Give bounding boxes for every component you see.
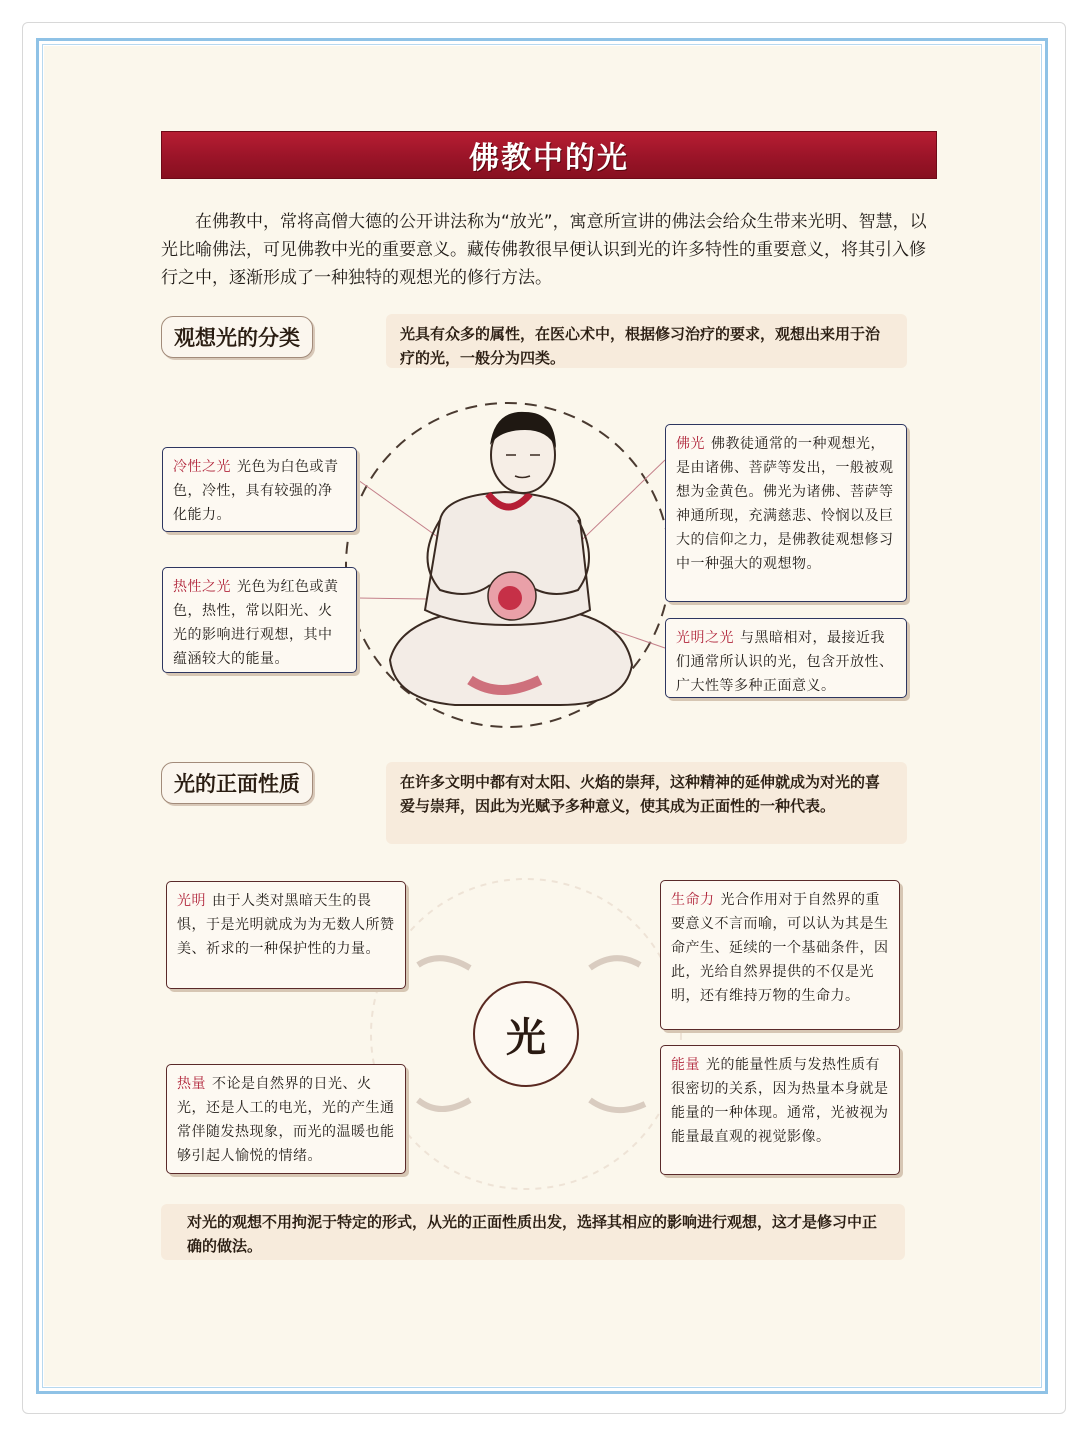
intro-paragraph: 在佛教中，常将高僧大德的公开讲法称为“放光”，寓意所宣讲的佛法会给众生带来光明、智慧，以光比喻佛法，可见佛教中光的重要意义。藏传佛教很早便认识到光的许多特性的重要意义，将其引入修行之中，逐渐形成了一种独特的观想光的修行方法。 [161,212,927,288]
footer-note: 对光的观想不用拘泥于特定的形式，从光的正面性质出发，选择其相应的影响进行观想，这才是修习中正确的做法。 [161,1204,905,1260]
box-energy [660,1045,900,1175]
orb-core [498,586,522,610]
section1-heading: 观想光的分类 [161,316,313,358]
box-hot-lead: 热性之光 [173,579,231,595]
arrow-to-heat [418,1100,470,1109]
box-hot-light [162,567,357,673]
box-brightness-lead: 光明 [177,893,206,909]
box-vitality [660,880,900,1030]
box-vitality-text: 光合作用对于自然界的重要意义不言而喻，可以认为其是生命产生、延续的一个基础条件，因此，光给自然界提供的不仅是光明，还有维持万物的生命力。 [671,892,889,1004]
box-buddha-light [665,424,907,602]
box-hot-text: 光色为红色或黄色，热性，常以阳光、火光的影响进行观想，其中蕴涵较大的能量。 [173,579,339,667]
box-cold-text: 光色为白色或青色，冷性，具有较强的净化能力。 [173,459,339,523]
section2-heading: 光的正面性质 [161,762,313,804]
box-heat-lead: 热量 [177,1076,206,1092]
arrow-to-brightness [418,958,470,968]
box-brightness-text: 由于人类对黑暗天生的畏惧，于是光明就成为为无数人所赞美、祈求的一种保护性的力量。 [177,893,395,957]
arrow-to-vitality [590,958,640,968]
box-buddha-lead: 佛光 [676,436,705,452]
page-title: 佛教中的光 [469,141,629,176]
box-cold-lead: 冷性之光 [173,459,231,475]
box-brightness [166,881,406,989]
box-bright-text: 与黑暗相对，最接近我们通常所认识的光，包含开放性、广大性等多种正面意义。 [676,630,894,694]
box-heat [166,1064,406,1174]
box-cold-light [162,447,357,532]
section1-note: 光具有众多的属性，在医心术中，根据修习治疗的要求，观想出来用于治疗的光，一般分为四类。 [386,314,907,368]
box-bright-light [665,618,907,698]
box-vitality-lead: 生命力 [671,892,715,908]
box-buddha-text: 佛教徒通常的一种观想光，是由诸佛、菩萨等发出，一般被观想为金黄色。佛光为诸佛、菩萨等神通所现，充满慈悲、怜悯以及巨大的信仰之力，是佛教徒观想修习中一种强大的观想物。 [676,436,894,572]
box-bright-lead: 光明之光 [676,630,734,646]
box-energy-lead: 能量 [671,1057,700,1073]
arrow-to-energy [590,1100,645,1110]
section2-note: 在许多文明中都有对太阳、火焰的崇拜，这种精神的延伸就成为对光的喜爱与崇拜，因此为光赋予多种意义，使其成为正面性的一种代表。 [386,762,907,844]
box-energy-text: 光的能量性质与发热性质有很密切的关系，因为热量本身就是能量的一种体现。通常，光被视为能量最直观的视觉影像。 [671,1057,889,1145]
box-heat-text: 不论是自然界的日光、火光，还是人工的电光，光的产生通常伴随发热现象，而光的温暖也能够引起人愉悦的情绪。 [177,1076,395,1164]
center-light-glyph: 光 [473,981,579,1087]
